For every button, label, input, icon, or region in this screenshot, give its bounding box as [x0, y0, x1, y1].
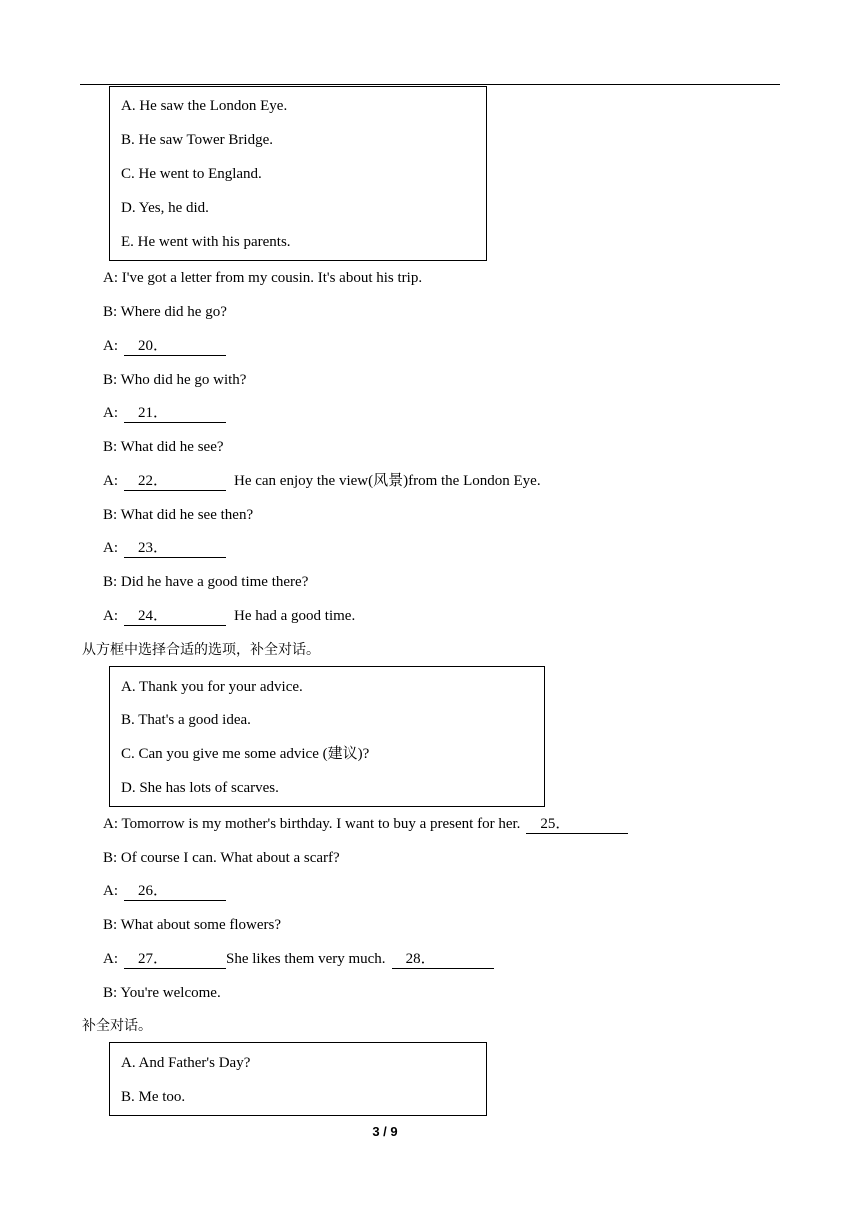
- speaker-label: A:: [103, 883, 118, 899]
- dialogue-line: B: What did he see?: [103, 439, 224, 455]
- option-3a: A. And Father's Day?: [121, 1055, 251, 1071]
- answer-blank-28[interactable]: 28．: [392, 950, 494, 969]
- section-instruction: 从方框中选择合适的选项，补全对话。: [82, 642, 320, 658]
- dialogue-line: B: Did he have a good time there?: [103, 574, 309, 590]
- dialogue-line: B: You're welcome.: [103, 985, 221, 1001]
- answer-blank-21[interactable]: 21．: [124, 404, 226, 423]
- option-2b: B. That's a good idea.: [121, 712, 251, 728]
- dialogue-line: [103, 538, 226, 558]
- option-1b: B. He saw Tower Bridge.: [121, 132, 273, 148]
- option-1c: C. He went to England.: [121, 166, 262, 182]
- speaker-label: A:: [103, 338, 118, 354]
- answer-blank-23[interactable]: 23．: [124, 539, 226, 558]
- answer-blank-26[interactable]: 26．: [124, 882, 226, 901]
- option-3b: B. Me too.: [121, 1089, 186, 1105]
- dialogue-line: [103, 403, 226, 423]
- dialogue-line: [103, 814, 628, 834]
- answer-blank-25[interactable]: 25．: [526, 815, 628, 834]
- option-1d: D. Yes, he did.: [121, 200, 209, 216]
- dialogue-line: B: What did he see then?: [103, 507, 254, 523]
- speaker-label: A:: [103, 473, 118, 489]
- dialogue-text: She likes them very much.: [226, 951, 386, 967]
- page-number: 3 / 9: [372, 1124, 398, 1139]
- header-rule: [80, 84, 780, 85]
- dialogue-text: He had a good time.: [234, 608, 356, 624]
- speaker-label: A:: [103, 540, 118, 556]
- dialogue-line: [103, 336, 226, 356]
- dialogue-line: [103, 606, 355, 626]
- answer-blank-22[interactable]: 22．: [124, 472, 226, 491]
- dialogue-text: He can enjoy the view(风景)from the London Eye.: [234, 473, 541, 489]
- speaker-label: A:: [103, 608, 118, 624]
- option-2d: D. She has lots of scarves.: [121, 780, 279, 796]
- dialogue-line: A: I've got a letter from my cousin. It's about his trip.: [103, 270, 423, 286]
- dialogue-line: B: Where did he go?: [103, 304, 227, 320]
- speaker-label: A:: [103, 405, 118, 421]
- dialogue-text: A: Tomorrow is my mother's birthday. I want to buy a present for her.: [103, 816, 521, 832]
- speaker-label: A:: [103, 951, 118, 967]
- dialogue-line: [103, 471, 541, 491]
- option-2a: A. Thank you for your advice.: [121, 679, 303, 695]
- option-2c: C. Can you give me some advice (建议)?: [121, 746, 370, 762]
- answer-blank-27[interactable]: 27．: [124, 950, 226, 969]
- dialogue-line: [103, 949, 494, 969]
- dialogue-line: B: What about some flowers?: [103, 917, 282, 933]
- answer-blank-24[interactable]: 24．: [124, 607, 226, 626]
- dialogue-line: [103, 881, 226, 901]
- dialogue-line: B: Of course I can. What about a scarf?: [103, 850, 340, 866]
- section-instruction: 补全对话。: [82, 1018, 152, 1034]
- option-1a: A. He saw the London Eye.: [121, 98, 288, 114]
- dialogue-line: B: Who did he go with?: [103, 372, 247, 388]
- answer-blank-20[interactable]: 20．: [124, 337, 226, 356]
- option-1e: E. He went with his parents.: [121, 234, 291, 250]
